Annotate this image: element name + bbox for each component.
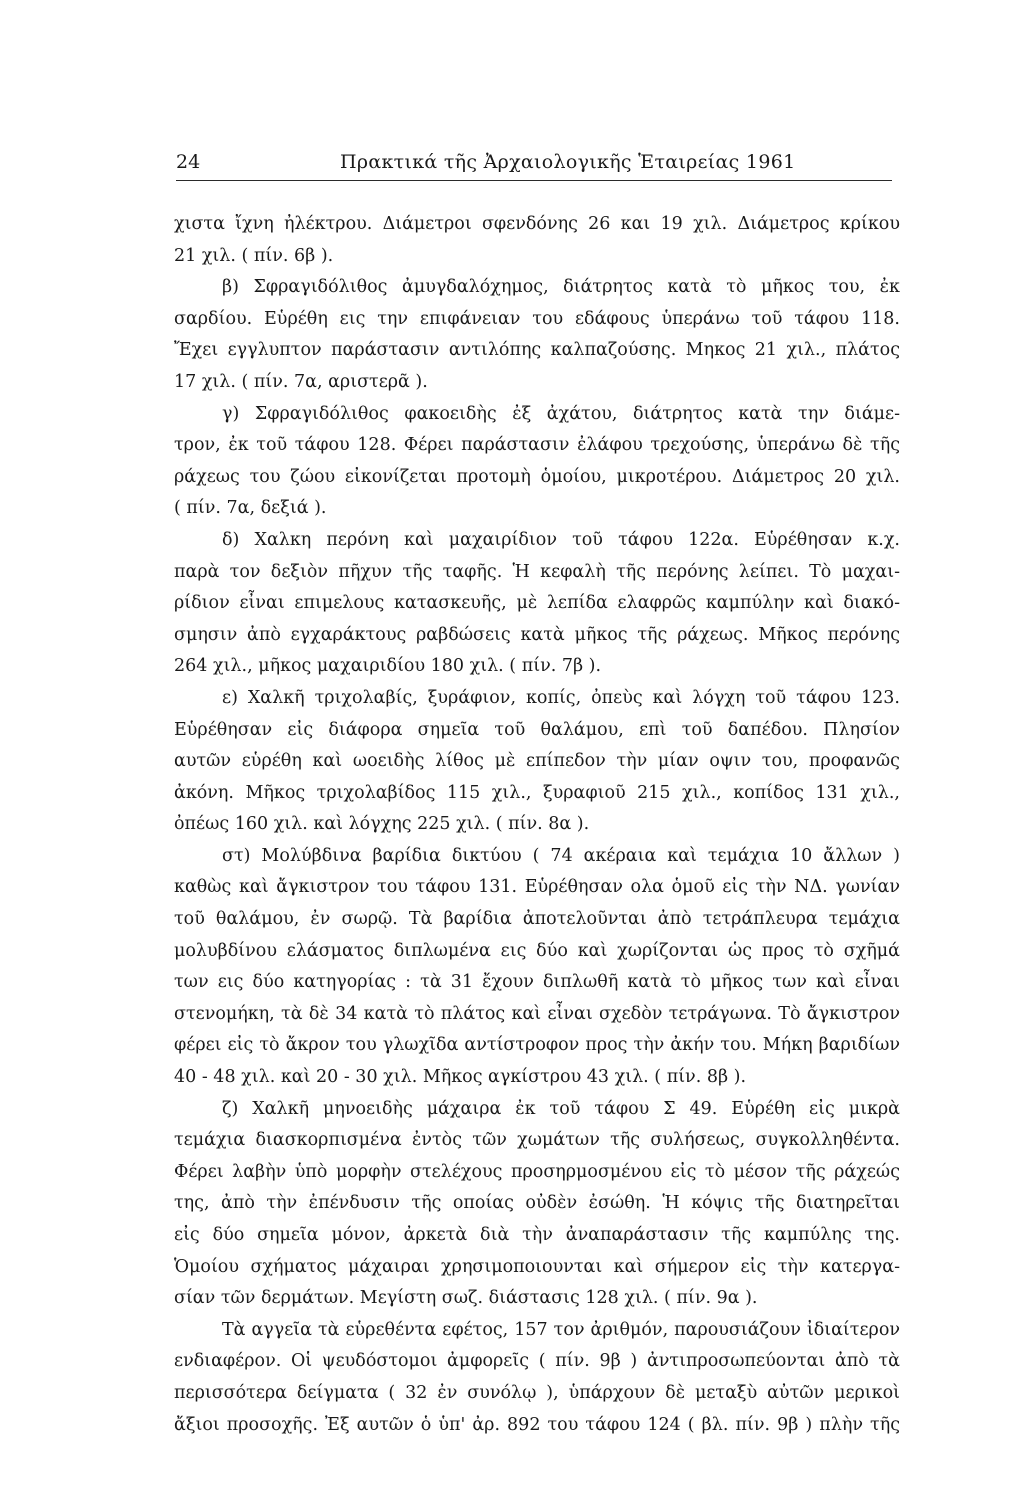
- text-line: Εὑρέθησαν εἰς διάφορα σημεῖα τοῦ θαλάμου, επὶ τοῦ δαπέδου. Πλησίον: [174, 719, 900, 740]
- text-line: μολυβδίνου ελάσματος διπλωμένα εις δύο καὶ χωρίζονται ὡς προς τὸ σχῆμά: [174, 940, 900, 961]
- text-line: δ) Χαλκη περόνη καὶ μαχαιρίδιον τοῦ τάφου 122α. Εὑρέθησαν κ.χ.: [222, 529, 900, 550]
- text-line: καθὼς καὶ ἄγκιστρον του τάφου 131. Εὑρέθησαν ολα ὁμοῦ εἰς τὴν ΝΔ. γωνίαν: [174, 877, 900, 898]
- text-line: ( πίν. 7α, δεξιά ).: [174, 498, 327, 519]
- body-text: [174, 209, 900, 1441]
- text-line: παρὰ τον δεξιὸν πῆχυν τῆς ταφῆς. Ἡ κεφαλὴ τῆς περόνης λείπει. Τὸ μαχαι-: [174, 561, 900, 582]
- text-line: Τὰ αγγεῖα τὰ εὑρεθέντα εφέτος, 157 τον ἀριθμόν, παρουσιάζουν ἰδιαίτερον: [222, 1319, 900, 1340]
- text-line: ἄξιοι προσοχῆς. Ἐξ αυτῶν ὁ ὑπ' ἀρ. 892 του τάφου 124 ( βλ. πίν. 9β ) πλὴν τῆς: [174, 1414, 900, 1435]
- text-line: τοῦ θαλάμου, ἐν σωρῷ. Τὰ βαρίδια ἀποτελοῦνται ἀπὸ τετράπλευρα τεμάχια: [174, 909, 900, 930]
- running-head: [176, 147, 896, 177]
- text-line: τρον, ἐκ τοῦ τάφου 128. Φέρει παράστασιν ἐλάφου τρεχούσης, ὑπεράνω δὲ τῆς: [174, 435, 900, 456]
- text-line: στενομήκη, τὰ δὲ 34 κατὰ τὸ πλάτος καὶ εἶναι σχεδὸν τετράγωνα. Τὸ ἄγκιστρον: [174, 1003, 900, 1024]
- text-line: χιστα ἴχνη ἠλέκτρου. Διάμετροι σφενδόνης 26 και 19 χιλ. Διάμετρος κρίκου: [174, 214, 900, 234]
- text-line: ε) Χαλκῆ τριχολαβίς, ξυράφιον, κοπίς, ὀπεὺς καὶ λόγχη τοῦ τάφου 123.: [222, 687, 900, 708]
- page-number: 24: [176, 151, 201, 173]
- text-line: τεμάχια διασκορπισμένα ἐντὸς τῶν χωμάτων τῆς συλήσεως, συγκολληθέντα.: [174, 1130, 900, 1151]
- text-line: 21 χιλ. ( πίν. 6β ).: [174, 245, 334, 266]
- text-line: εἰς δύο σημεῖα μόνον, ἀρκετὰ διὰ τὴν ἀναπαράστασιν τῆς καμπύλης της.: [174, 1225, 900, 1245]
- text-line: σαρδίου. Εὑρέθη εις την επιφάνειαν του εδάφους ὑπεράνω τοῦ τάφου 118.: [174, 308, 900, 329]
- text-line: σίαν τῶν δερμάτων. Μεγίστη σωζ. διάστασις 128 χιλ. ( πίν. 9α ).: [174, 1288, 758, 1309]
- journal-title: Πρακτικά τῆς Ἀρχαιολογικῆς Ἑταιρείας 1961: [340, 151, 796, 173]
- text-line: αυτῶν εὑρέθη καὶ ωοειδὴς λίθος μὲ επίπεδον τὴν μίαν οψιν του, προφανῶς: [174, 751, 900, 772]
- text-line: Ὁμοίου σχήματος μάχαιραι χρησιμοποιουνται καὶ σήμερον εἰς τὴν κατεργα-: [174, 1256, 900, 1277]
- text-line: γ) Σφραγιδόλιθος φακοειδὴς ἐξ ἀχάτου, διάτρητος κατὰ την διάμε-: [222, 403, 900, 424]
- text-line: ζ) Χαλκῆ μηνοειδὴς μάχαιρα ἐκ τοῦ τάφου Σ 49. Εὑρέθη εἰς μικρὰ: [222, 1098, 900, 1119]
- text-line: 264 χιλ., μῆκος μαχαιριδίου 180 χιλ. ( πίν. 7β ).: [174, 656, 602, 677]
- text-line: φέρει εἰς τὸ ἄκρον του γλωχῖδα αντίστροφον προς τὴν ἀκήν του. Μήκη βαριδίων: [174, 1035, 900, 1056]
- text-line: ὀπέως 160 χιλ. καὶ λόγχης 225 χιλ. ( πίν. 8α ).: [174, 814, 590, 835]
- text-line: ἀκόνη. Μῆκος τριχολαβίδος 115 χιλ., ξυραφιοῦ 215 χιλ., κοπίδος 131 χιλ.,: [174, 782, 900, 803]
- header-rule: [176, 180, 892, 181]
- text-line: στ) Μολύβδινα βαρίδια δικτύου ( 74 ακέραια καὶ τεμάχια 10 ἄλλων ): [222, 845, 900, 866]
- text-line: ενδιαφέρον. Οἱ ψευδόστομοι ἀμφορεῖς ( πίν. 9β ) ἀντιπροσωπεύονται ἀπὸ τὰ: [174, 1351, 900, 1372]
- text-line: των εις δύο κατηγορίας : τὰ 31 ἔχουν διπλωθῆ κατὰ τὸ μῆκος των καὶ εἶναι: [174, 972, 900, 993]
- text-line: της, ἀπὸ τὴν ἐπένδυσιν τῆς οποίας οὐδὲν ἐσώθη. Ἡ κόψις τῆς διατηρεῖται: [174, 1193, 900, 1214]
- text-line: Ἔχει εγγλυπτον παράστασιν αντιλόπης καλπαζούσης. Μηκος 21 χιλ., πλάτος: [174, 340, 900, 361]
- text-line: ράχεως του ζώου εἰκονίζεται προτομὴ ὁμοίου, μικροτέρου. Διάμετρος 20 χιλ.: [174, 466, 900, 487]
- text-line: Φέρει λαβὴν ὑπὸ μορφὴν στελέχους προσηρμοσμένου εἰς τὸ μέσον τῆς ράχεώς: [174, 1161, 900, 1182]
- text-line: σμησιν ἀπὸ εγχαράκτους ραβδώσεις κατὰ μῆκος τῆς ράχεως. Μῆκος περόνης: [174, 624, 900, 645]
- text-line: β) Σφραγιδόλιθος ἀμυγδαλόχημος, διάτρητος κατὰ τὸ μῆκος του, ἐκ: [222, 277, 900, 298]
- text-line: περισσότερα δείγματα ( 32 ἐν συνόλῳ ), ὑπάρχουν δὲ μεταξὺ αὐτῶν μερικοὶ: [174, 1382, 900, 1403]
- text-line: 17 χιλ. ( πίν. 7α, αριστερᾶ ).: [174, 371, 428, 392]
- text-line: 40 - 48 χιλ. καὶ 20 - 30 χιλ. Μῆκος αγκίστρου 43 χιλ. ( πίν. 8β ).: [174, 1067, 747, 1088]
- text-line: ρίδιον εἶναι επιμελους κατασκευῆς, μὲ λεπίδα ελαφρῶς καμπύλην καὶ διακό-: [174, 593, 900, 614]
